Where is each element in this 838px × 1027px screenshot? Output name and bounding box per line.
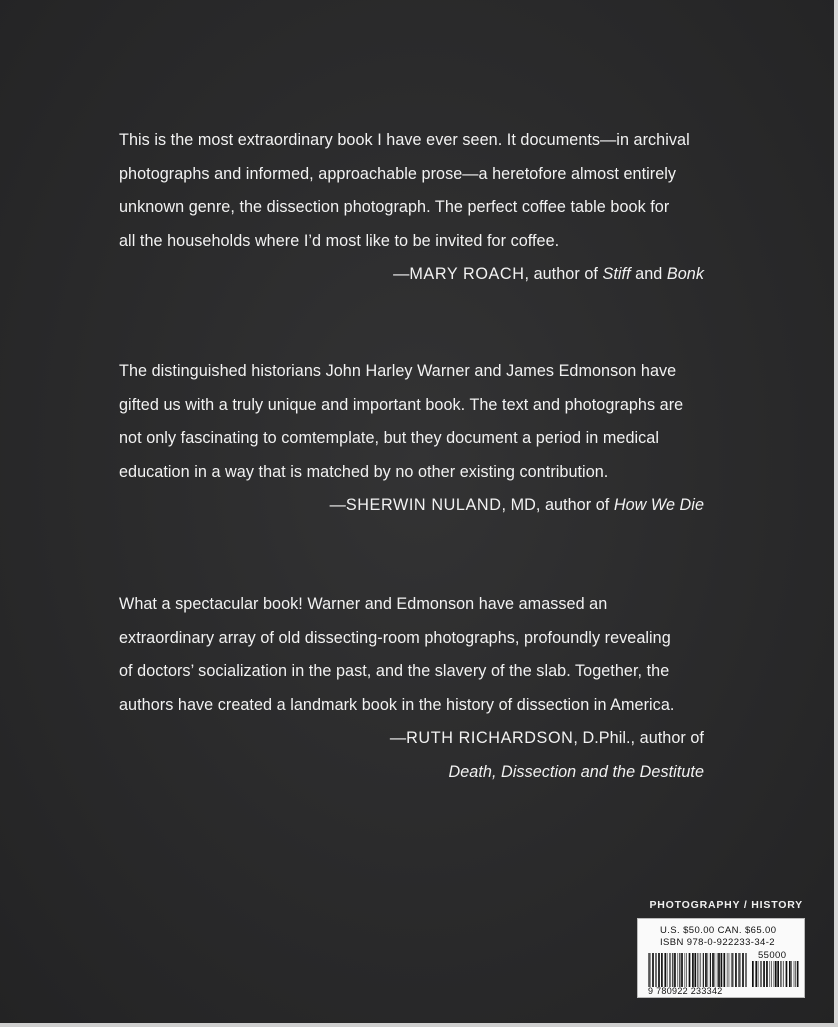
barcode-stripe — [658, 953, 660, 987]
barcode-stripe — [752, 961, 754, 987]
barcode-stripe — [739, 953, 740, 987]
blurb-line: authors have created a landmark book in the history of dissection in America. — [119, 695, 675, 714]
blurb-line: unknown genre, the dissection photograph. The perfect coffee table book for — [119, 198, 670, 216]
barcode-stripe — [735, 953, 737, 987]
barcode-stripe — [763, 961, 765, 987]
barcode-stripe — [700, 953, 701, 987]
blurb-line: of doctors’ socialization in the past, and the slavery of the slab. Together, the — [119, 662, 670, 680]
barcode-bars — [648, 953, 748, 987]
blurb-attribution — [119, 722, 704, 756]
barcode-stripe — [746, 953, 747, 987]
barcode-stripe — [705, 953, 707, 987]
attribution-dash: — — [393, 265, 410, 283]
blurb-attribution — [119, 258, 704, 292]
blurb-line: education in a way that is matched by no other existing contribution. — [119, 462, 609, 481]
barcode-stripe — [678, 953, 679, 987]
attribution-dash: — — [389, 729, 407, 747]
attribution-connector: and — [630, 265, 667, 283]
barcode-stripe — [717, 953, 718, 987]
barcode-stripe — [710, 953, 711, 987]
barcode-stripe — [775, 961, 777, 987]
attribution-role: , D.Phil., author of — [573, 729, 704, 747]
barcode-stripe — [715, 953, 716, 987]
scan-edge-right — [834, 0, 838, 1027]
blurb-line: all the households where I’d most like to be invited for coffee. — [119, 231, 560, 250]
barcode-stripe — [777, 961, 779, 987]
attribution-name: SHERWIN NULAND — [345, 496, 502, 514]
barcode-stripe — [699, 953, 700, 987]
barcode-stripe — [708, 953, 709, 987]
barcode-stripe — [661, 953, 663, 987]
barcode-stripe — [718, 953, 720, 987]
barcode-stripe — [791, 961, 792, 987]
barcode-stripe — [669, 953, 670, 987]
barcode-stripe — [758, 961, 759, 987]
barcode-stripe — [689, 953, 691, 987]
barcode-stripe — [652, 953, 654, 987]
barcode-addon-bars — [752, 961, 800, 987]
barcode-stripe — [761, 961, 762, 987]
barcode-stripe — [656, 953, 657, 987]
attribution-role: , author of — [524, 265, 603, 283]
barcode-stripe — [655, 953, 656, 987]
blurb-line: This is the most extraordinary book I have ever seen. It documents—in archival — [119, 131, 690, 149]
barcode-stripe — [667, 953, 668, 987]
category-label: PHOTOGRAPHY / HISTORY — [649, 899, 803, 911]
barcode-stripe — [782, 961, 783, 987]
attribution-role: , MD, author of — [501, 496, 614, 514]
attribution-dash: — — [329, 496, 346, 514]
barcode-stripe — [760, 961, 761, 987]
attribution-book-title: How We Die — [613, 496, 704, 514]
barcode-stripe — [679, 953, 680, 987]
attribution-name: MARY ROACH — [409, 265, 525, 283]
barcode-stripe — [774, 961, 775, 987]
barcode-stripe — [795, 961, 796, 987]
barcode-stripe — [731, 953, 732, 987]
barcode-stripe — [745, 953, 746, 987]
barcode-stripe — [685, 953, 686, 987]
blurb-line: What a spectacular book! Warner and Edmonson have amassed an — [119, 595, 608, 613]
barcode-addon-number: 55000 — [758, 950, 787, 961]
barcode-stripe — [703, 953, 704, 987]
scan-edge-bottom — [0, 1023, 838, 1027]
barcode-stripe — [780, 961, 781, 987]
price-text: U.S. $50.00 CAN. $65.00 — [660, 925, 777, 936]
barcode-stripe — [783, 961, 784, 987]
barcode-stripe — [797, 961, 799, 987]
barcode-stripe — [727, 953, 728, 987]
barcode-label — [637, 918, 805, 998]
blurb-attribution-line-2 — [119, 756, 704, 790]
barcode-stripe — [729, 953, 730, 987]
barcode-stripe — [649, 953, 650, 987]
blurb-line: gifted us with a truly unique and important book. The text and photographs are — [119, 395, 684, 414]
attribution-name: RUTH RICHARDSON — [406, 729, 574, 747]
barcode-stripe — [786, 961, 788, 987]
barcode-stripe — [672, 953, 673, 987]
barcode-stripe — [694, 953, 696, 987]
barcode-stripe — [771, 961, 772, 987]
barcode-number: 9 780922 233342 — [648, 986, 723, 996]
blurb-mary-roach — [119, 124, 704, 292]
barcode-stripe — [770, 961, 771, 987]
blurb-line: photographs and informed, approachable prose—a heretofore almost entirely — [119, 164, 677, 183]
barcode-stripe — [738, 953, 739, 987]
barcode-stripe — [789, 961, 791, 987]
barcode-stripe — [697, 953, 698, 987]
barcode-stripe — [664, 953, 666, 987]
barcode-stripe — [670, 953, 671, 987]
blurb-line: The distinguished historians John Harley Warner and James Edmonson have — [119, 362, 677, 380]
blurb-line: not only fascinating to comtemplate, but they document a period in medical — [119, 429, 659, 447]
barcode-stripe — [742, 953, 744, 987]
attribution-book-title: Bonk — [666, 265, 704, 283]
isbn-text: ISBN 978-0-922233-34-2 — [660, 937, 775, 948]
barcode-stripe — [723, 953, 725, 987]
barcode-stripe — [692, 953, 694, 987]
attribution-book-title: Stiff — [602, 265, 631, 283]
barcode-stripe — [732, 953, 733, 987]
blurb-ruth-richardson — [119, 588, 704, 789]
barcode-stripe — [674, 953, 676, 987]
blurb-line: extraordinary array of old dissecting-room photographs, profoundly revealing — [119, 628, 671, 647]
barcode-stripe — [794, 961, 795, 987]
blurb-attribution — [119, 489, 704, 523]
barcode-stripe — [712, 953, 714, 987]
blurb-sherwin-nuland — [119, 355, 704, 523]
barcode-stripe — [648, 953, 649, 987]
barcode-stripe — [721, 953, 723, 987]
barcode-stripe — [766, 961, 768, 987]
barcode-stripe — [681, 953, 683, 987]
barcode-stripe — [755, 961, 757, 987]
barcode-stripe — [686, 953, 687, 987]
attribution-book-title: Death, Dissection and the Destitute — [448, 762, 704, 781]
